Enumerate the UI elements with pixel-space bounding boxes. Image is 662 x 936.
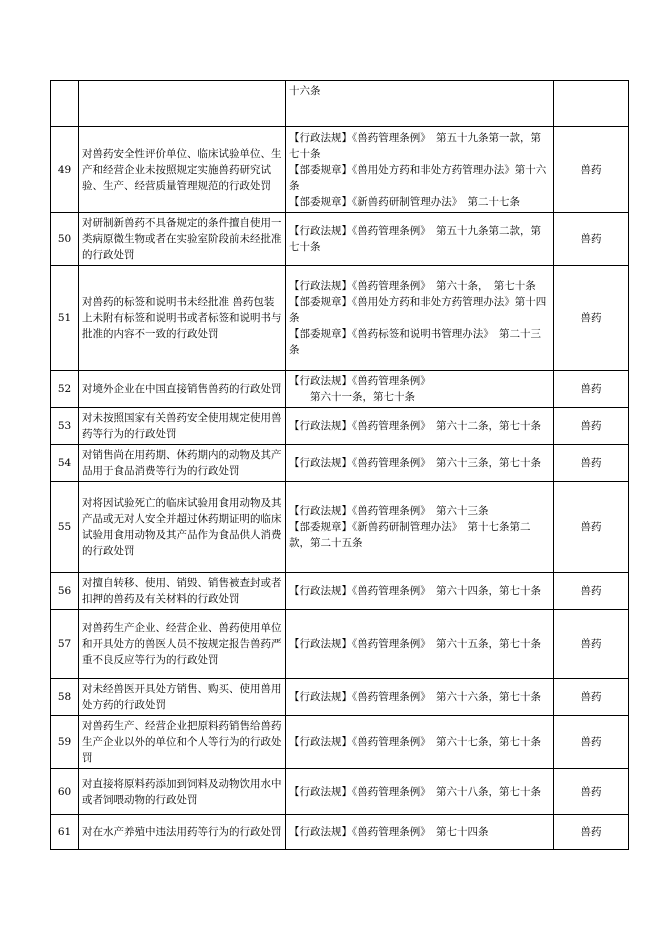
penalty-item: 对研制新兽药不具备规定的条件擅自使用一类病原微生物或者在实验室阶段前未经批准的行政处罚 xyxy=(79,213,286,266)
penalty-item: 对未按照国家有关兽药安全使用规定使用兽药等行为的行政处罚 xyxy=(79,408,286,445)
penalty-item: 对兽药生产、经营企业把原料药销售给兽药生产企业以外的单位和个人等行为的行政处罚 xyxy=(79,716,286,769)
legal-basis-line: 【行政法规】《兽药管理条例》 第六十五条，第七十条 xyxy=(289,638,541,650)
legal-basis-line: 【行政法规】《兽药管理条例》 第六十条， 第七十条 xyxy=(289,280,536,292)
regulation-table xyxy=(50,80,629,850)
legal-basis xyxy=(286,266,554,371)
legal-basis-line: 【行政法规】《兽药管理条例》 第七十四条 xyxy=(289,826,489,838)
legal-basis-line: 十六条 xyxy=(289,85,321,97)
category: 兽药 xyxy=(554,371,629,408)
row-number: 49 xyxy=(51,127,79,213)
legal-basis xyxy=(286,371,554,408)
legal-basis-line: 【行政法规】《兽药管理条例》 第六十八条，第七十条 xyxy=(289,785,541,798)
penalty-item: 对擅自转移、使用、销毁、销售被查封或者扣押的兽药及有关材料的行政处罚 xyxy=(79,573,286,610)
category: 兽药 xyxy=(554,769,629,815)
legal-basis xyxy=(286,679,554,716)
category: 兽药 xyxy=(554,610,629,679)
legal-basis-line: 第六十一条，第七十条 xyxy=(289,391,415,403)
legal-basis xyxy=(286,408,554,445)
category: 兽药 xyxy=(554,716,629,769)
legal-basis xyxy=(286,213,554,266)
row-number: 57 xyxy=(51,610,79,679)
legal-basis-line: 【行政法规】《兽药管理条例》 第六十六条，第七十条 xyxy=(289,691,541,703)
table-row xyxy=(51,679,629,716)
table-row xyxy=(51,81,629,127)
legal-basis xyxy=(286,573,554,610)
legal-basis-line: 【行政法规】《兽药管理条例》 第六十二条，第七十条 xyxy=(289,420,541,432)
category: 兽药 xyxy=(554,679,629,716)
row-number: 56 xyxy=(51,573,79,610)
category: 兽药 xyxy=(554,573,629,610)
row-number: 61 xyxy=(51,815,79,850)
penalty-item: 对兽药的标签和说明书未经批准 兽药包装上未附有标签和说明书或者标签和说明书与批准的内容不一致的行政处罚 xyxy=(79,266,286,371)
table-row xyxy=(51,716,629,769)
penalty-item: 对兽药生产企业、经营企业、兽药使用单位和开具处方的兽医人员不按规定报告兽药严重不良反应等行为的行政处罚 xyxy=(79,610,286,679)
category: 兽药 xyxy=(554,127,629,213)
category xyxy=(554,81,629,127)
legal-basis-line: 【行政法规】《兽药管理条例》 第六十三条，第七十条 xyxy=(289,457,541,469)
table-row xyxy=(51,610,629,679)
table-row xyxy=(51,769,629,815)
row-number: 51 xyxy=(51,266,79,371)
legal-basis-line: 【部委规章】《新兽药研制管理办法》 第二十七条 xyxy=(289,195,520,208)
row-number: 53 xyxy=(51,408,79,445)
penalty-item: 对将因试验死亡的临床试验用食用动物及其产品或无对人安全并超过休药期证明的临床试验用食用动物及其产品作为食品供人消费的行政处罚 xyxy=(79,482,286,573)
legal-basis xyxy=(286,81,554,127)
table-row xyxy=(51,127,629,213)
category: 兽药 xyxy=(554,482,629,573)
legal-basis-line: 【部委规章】《新兽药研制管理办法》 第十七条第二款，第二十五条 xyxy=(289,521,531,549)
category: 兽药 xyxy=(554,445,629,482)
row-number: 54 xyxy=(51,445,79,482)
category: 兽药 xyxy=(554,815,629,850)
penalty-item: 对在水产养殖中违法用药等行为的行政处罚 xyxy=(79,815,286,850)
table-row xyxy=(51,815,629,850)
legal-basis xyxy=(286,769,554,815)
penalty-item: 对销售尚在用药期、休药期内的动物及其产品用于食品消费等行为的行政处罚 xyxy=(79,445,286,482)
category: 兽药 xyxy=(554,266,629,371)
legal-basis xyxy=(286,815,554,850)
category: 兽药 xyxy=(554,408,629,445)
legal-basis-line: 【行政法规】《兽药管理条例》 第五十九条第一款，第七十条 xyxy=(289,131,541,160)
table-body xyxy=(51,81,629,850)
penalty-item xyxy=(79,81,286,127)
legal-basis xyxy=(286,482,554,573)
row-number xyxy=(51,81,79,127)
table-row xyxy=(51,445,629,482)
table-row xyxy=(51,408,629,445)
legal-basis-line: 【行政法规】《兽药管理条例》 第六十七条，第七十条 xyxy=(289,736,541,748)
row-number: 55 xyxy=(51,482,79,573)
penalty-item: 对境外企业在中国直接销售兽药的行政处罚 xyxy=(79,371,286,408)
legal-basis-line: 【部委规章】《兽用处方药和非处方药管理办法》第十六条 xyxy=(289,163,547,192)
legal-basis-line: 【行政法规】《兽药管理条例》 xyxy=(289,375,431,387)
penalty-item: 对兽药安全性评价单位、临床试验单位、生产和经营企业未按照规定实施兽药研究试验、生产、经营质量管理规范的行政处罚 xyxy=(79,127,286,213)
legal-basis-line: 【行政法规】《兽药管理条例》 第六十四条，第七十条 xyxy=(289,585,541,597)
row-number: 52 xyxy=(51,371,79,408)
row-number: 60 xyxy=(51,769,79,815)
legal-basis xyxy=(286,127,554,213)
legal-basis xyxy=(286,445,554,482)
table-row xyxy=(51,573,629,610)
legal-basis-line: 【部委规章】《兽药标签和说明书管理办法》 第二十三条 xyxy=(289,328,541,356)
penalty-item: 对直接将原料药添加到饲料及动物饮用水中或者饲喂动物的行政处罚 xyxy=(79,769,286,815)
row-number: 58 xyxy=(51,679,79,716)
legal-basis-line: 【行政法规】《兽药管理条例》 第六十三条 xyxy=(289,505,489,517)
table-row xyxy=(51,213,629,266)
legal-basis xyxy=(286,716,554,769)
category: 兽药 xyxy=(554,213,629,266)
legal-basis xyxy=(286,610,554,679)
table-row xyxy=(51,266,629,371)
legal-basis-line: 【行政法规】《兽药管理条例》 第五十九条第二款，第七十条 xyxy=(289,225,541,253)
row-number: 59 xyxy=(51,716,79,769)
row-number: 50 xyxy=(51,213,79,266)
penalty-item: 对未经兽医开具处方销售、购买、使用兽用处方药的行政处罚 xyxy=(79,679,286,716)
table-row xyxy=(51,371,629,408)
legal-basis-line: 【部委规章】《兽用处方药和非处方药管理办法》第十四条 xyxy=(289,296,547,324)
table-row xyxy=(51,482,629,573)
